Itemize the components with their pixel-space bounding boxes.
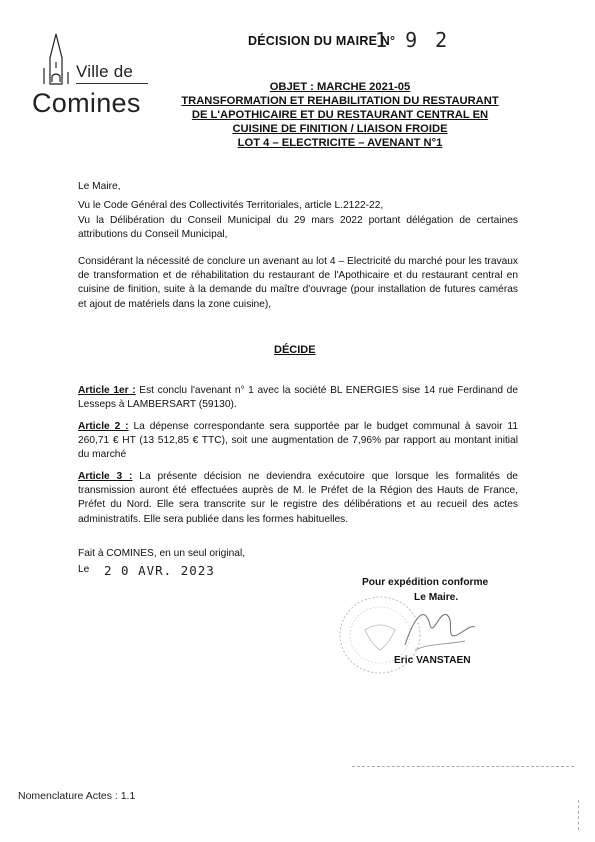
article-1-text: Est conclu l'avenant n° 1 avec la société BL ENERGIES sise 14 rue Ferdinand de Lesseps à LAMBERSART (59130). <box>78 385 518 411</box>
article-2 <box>78 420 518 463</box>
objet-block <box>160 80 520 150</box>
article-3-text: La présente décision ne deviendra exécutoire que lorsque les formalités de transmission auront été effectuées auprès de M. le Préfet de la Région des Hauts de France, Préfet du Nord. Elle sera transcrite sur le registre des délibérations et au recueil des actes administratifs. Elle sera publiée dans les formes habituelles. <box>78 471 518 525</box>
fait-a-comines: Fait à COMINES, en un seul original, <box>78 548 246 559</box>
church-steeple-icon <box>44 34 68 84</box>
article-3 <box>78 470 518 527</box>
decision-number: 1 9 2 <box>375 28 451 52</box>
decide-heading: DÉCIDE <box>274 344 316 356</box>
objet-line-3: DE L'APOTHICAIRE ET DU RESTAURANT CENTRAL EN <box>191 109 489 121</box>
objet-line-2: TRANSFORMATION ET REHABILITATION DU RESTAURANT <box>181 95 499 107</box>
pour-expedition-conforme: Pour expédition conforme <box>362 577 489 588</box>
objet-line-1: OBJET : MARCHE 2021-05 <box>269 81 411 93</box>
article-3-label: Article 3 : <box>78 471 133 482</box>
article-1-label: Article 1er : <box>78 385 136 396</box>
logo-underline <box>76 83 148 84</box>
logo-ville-text: Ville de <box>76 62 134 81</box>
margin-mark <box>578 800 579 830</box>
signer-name: Eric VANSTAEN <box>394 655 471 666</box>
objet-line-4: CUISINE DE FINITION / LIAISON FROIDE <box>232 123 448 135</box>
vu-deliberation: Vu la Délibération du Conseil Municipal du 29 mars 2022 portant délégation de certaines attributions du Conseil Municipal, <box>78 215 518 241</box>
decision-title: DÉCISION DU MAIRE N° <box>248 34 396 48</box>
le-maire-signature-label: Le Maire. <box>414 592 459 603</box>
article-2-text: La dépense correspondante sera supportée par le budget communal à savoir 11 260,71 € HT (13 512,85 € TTC), soit une augmentation de 7,96% par rapport au montant initial du marché <box>78 421 518 461</box>
objet-line-5: LOT 4 – ELECTRICITE – AVENANT N°1 <box>237 137 443 149</box>
article-2-label: Article 2 : <box>78 421 129 432</box>
handwritten-signature-icon <box>385 595 480 660</box>
date-stamp: 2 0 AVR. 2023 <box>104 563 215 578</box>
article-1 <box>78 384 518 412</box>
logo-comines-text: Comines <box>32 88 141 118</box>
nomenclature-actes: Nomenclature Actes : 1.1 <box>18 790 136 802</box>
le-maire-intro: Le Maire, <box>78 181 121 192</box>
le-label: Le <box>78 564 90 575</box>
page-divider <box>352 766 574 767</box>
vu-code: Vu le Code Général des Collectivités Territoriales, article L.2122-22, <box>78 200 384 211</box>
considerant-paragraph: Considérant la nécessité de conclure un avenant au lot 4 – Electricité du marché pour les travaux de transformation et de réhabilitation du restaurant de l'Apothicaire et du restaurant central en cuisine de finition, suite à la demande du maître d'ouvrage (pour installation de futures caméras et ajout de matériels dans la zone cuisine), <box>78 256 518 310</box>
